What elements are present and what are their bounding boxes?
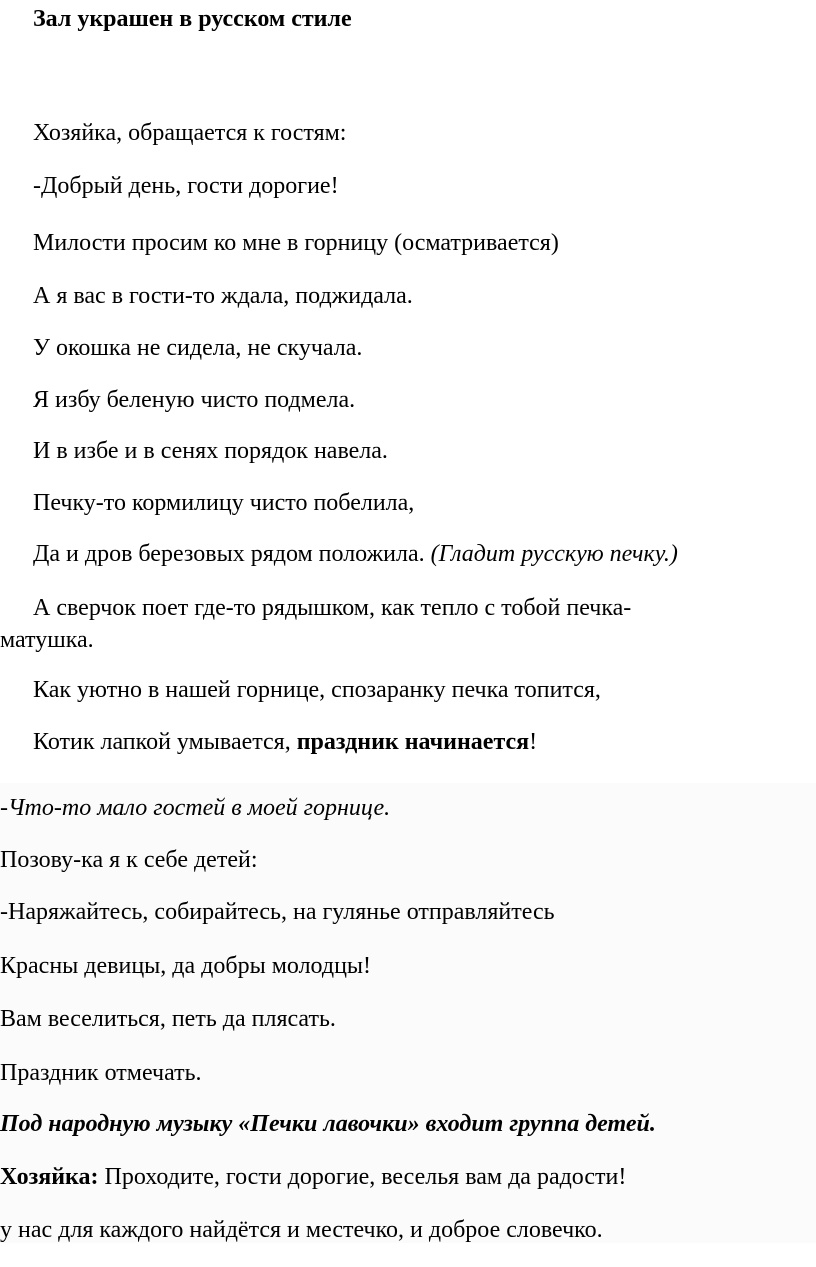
firewood-text: Да и дров березовых рядом положила. — [33, 541, 425, 567]
music-direction: Под народную музыку «Печки лавочки» входит группа детей. — [0, 1111, 656, 1137]
guests-line — [0, 794, 390, 822]
cat-end: ! — [529, 729, 538, 755]
cat-line — [33, 728, 537, 756]
text-line: А я вас в гости-то ждала, поджидала. — [33, 283, 413, 309]
guests-italic: Что-то мало гостей в моей горнице. — [8, 795, 391, 821]
text-line: Позову-ка я к себе детей: — [0, 847, 258, 873]
hostess-label: Хозяйка: — [0, 1164, 99, 1190]
hostess-line — [0, 1163, 626, 1191]
text-line: Я избу беленую чисто подмела. — [33, 387, 356, 413]
stage-direction: (Гладит русскую печку.) — [430, 541, 678, 567]
text-line: -Наряжайтесь, собирайтесь, на гулянье отправляйтесь — [0, 899, 555, 925]
text-line: И в избе и в сенях порядок навела. — [33, 438, 388, 464]
firewood-line — [33, 540, 678, 568]
cozy-line: Как уютно в нашей горнице, спозаранку печка топится, — [33, 677, 601, 703]
text-line: Печку-то кормилицу чисто побелила, — [33, 490, 415, 516]
text-line: Вам веселиться, петь да плясать. — [0, 1006, 336, 1032]
text-line: -Добрый день, гости дорогие! — [33, 173, 339, 199]
hostess-text: Проходите, гости дорогие, веселья вам да радости! — [98, 1164, 627, 1190]
cat-text: Котик лапкой умывается, — [33, 729, 291, 755]
guests-dash: - — [0, 795, 8, 821]
text-line: Праздник отмечать. — [0, 1060, 202, 1086]
text-line: Красны девицы, да добры молодцы! — [0, 953, 372, 979]
cricket-line-2: матушка. — [0, 627, 94, 653]
text-line: У окошка не сидела, не скучала. — [33, 335, 363, 361]
text-line: Хозяйка, обращается к гостям: — [33, 120, 347, 146]
last-line: у нас для каждого найдётся и местечко, и доброе словечко. — [0, 1217, 603, 1243]
text-line: Милости просим ко мне в горницу (осматривается) — [33, 230, 559, 256]
document-title: Зал украшен в русском стиле — [33, 6, 352, 32]
holiday-begins-bold: праздник начинается — [296, 729, 530, 755]
cricket-line-1: А сверчок поет где-то рядышком, как тепло с тобой печка- — [33, 595, 632, 621]
